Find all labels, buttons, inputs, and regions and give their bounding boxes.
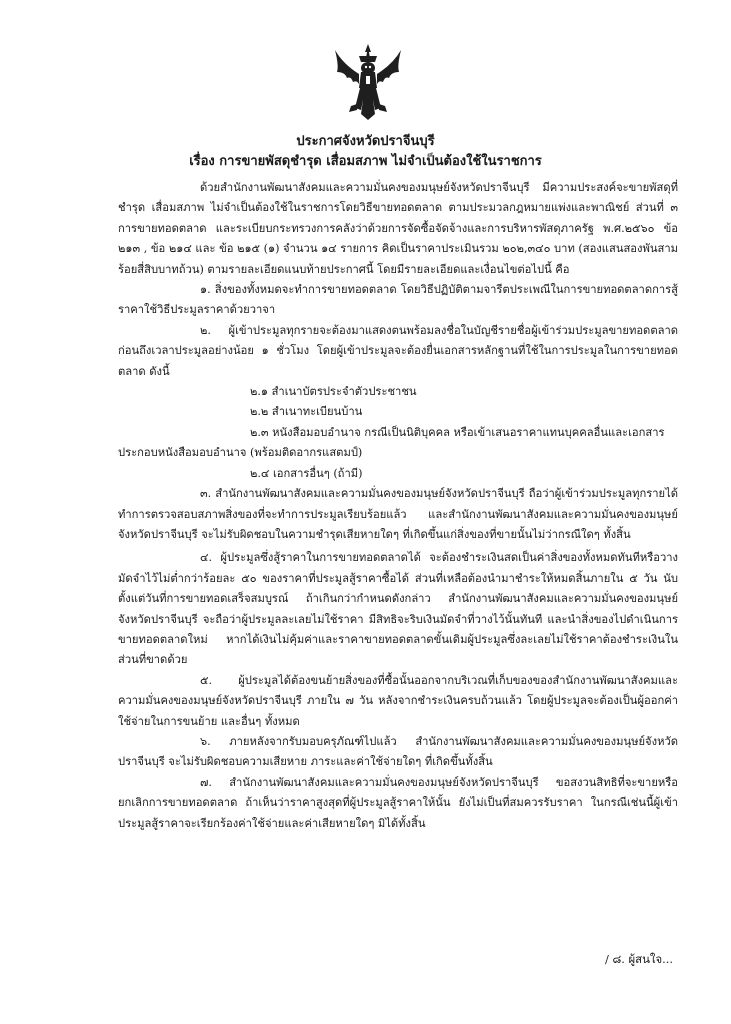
intro-paragraph: ด้วยสำนักงานพัฒนาสังคมและความมั่นคงของมนุษย์จังหวัดปราจีนบุรี มีความประสงค์จะขายพัสดุที่ชำรุด เสื่อมสภาพ ไม่จำเป็นต้องใช้ในราชการโดยวิธีขายทอดตลาด ตามประมวลกฎหมายแพ่งและพาณิชย์ ส่วนที่ ๓ การขายทอดตลาด และระเบียบกระทรวงการคลังว่าด้วยการจัดซื้อจัดจ้างและการบริหารพัสดุภาครัฐ พ.ศ.๒๕๖๐ ข้อ ๒๑๓ , ข้อ ๒๑๔ และ ข้อ ๒๑๕ (๑) จำนวน ๑๔ รายการ คิดเป็นราคาประเมินรวม ๒๐๒,๓๔๐ บาท (สองแสนสองพันสามร้อยสี่สิบบาทถ้วน) ตามรายละเอียดแนบท้ายประกาศนี้ โดยมีรายละเอียดและเงื่อนไขต่อไปนี้ คือ <box>118 181 678 276</box>
document-item-2-4: ๒.๔ เอกสารอื่นๆ (ถ้ามี) <box>250 466 363 480</box>
document-item-2-3: ๒.๓ หนังสือมอบอำนาจ กรณีเป็นนิติบุคคล หรือเข้าเสนอราคาแทนบุคคลอื่นและเอกสาร <box>250 425 665 439</box>
page-continuation: / ๘. ผู้สนใจ... <box>605 952 673 966</box>
condition-item-3: ๓. สำนักงานพัฒนาสังคมและความมั่นคงของมนุษย์จังหวัดปราจีนบุรี ถือว่าผู้เข้าร่วมประมูลทุกรายได้ทำการตรวจสอบสภาพสิ่งของที่จะทำการประมูลเรียบร้อยแล้ว และสำนักงานพัฒนาสังคมและความมั่นคงของมนุษย์จังหวัดปราจีนบุรี จะไม่รับผิดชอบในความชำรุดเสียหายใดๆ ที่เกิดขึ้นแก่สิ่งของที่ขายนั้นไม่ว่ากรณีใดๆ ทั้งสิ้น <box>118 487 678 541</box>
announcement-title: ประกาศจังหวัดปราจีนบุรี <box>296 134 435 149</box>
garuda-emblem-icon <box>333 42 403 122</box>
condition-item-5: ๕. ผู้ประมูลได้ต้องขนย้ายสิ่งของที่ซื้อนั้นออกจากบริเวณที่เก็บของของสำนักงานพัฒนาสังคมและความมั่นคงของมนุษย์จังหวัดปราจีนบุรี ภายใน ๗ วัน หลังจากชำระเงินครบถ้วนแล้ว โดยผู้ประมูลจะต้องเป็นผู้ออกค่าใช้จ่ายในการขนย้าย และอื่นๆ ทั้งหมด <box>118 673 678 728</box>
condition-item-7: ๗. สำนักงานพัฒนาสังคมและความมั่นคงของมนุษย์จังหวัดปราจีนบุรี ขอสงวนสิทธิที่จะขายหรือยกเลิกการขายทอดตลาด ถ้าเห็นว่าราคาสูงสุดที่ผู้ประมูลสู้ราคาให้นั้น ยังไม่เป็นที่สมควรรับราคา ในกรณีเช่นนี้ผู้เข้าประมูลสู้ราคาจะเรียกร้องค่าใช้จ่ายและค่าเสียหายใดๆ มิได้ทั้งสิ้น <box>118 775 678 830</box>
document-item-2-1: ๒.๑ สำเนาบัตรประจำตัวประชาชน <box>250 385 417 399</box>
condition-item-4: ๔. ผู้ประมูลซึ่งสู้ราคาในการขายทอดตลาดได้ จะต้องชำระเงินสดเป็นค่าสิ่งของทั้งหมดทันทีหรือวางมัดจำไว้ไม่ต่ำกว่าร้อยละ ๕๐ ของราคาที่ประมูลสู้ราคาซื้อได้ ส่วนที่เหลือต้องนำมาชำระให้หมดสิ้นภายใน ๕ วัน นับตั้งแต่วันที่การขายทอดเสร็จสมบูรณ์ ถ้าเกินกว่ากำหนดดังกล่าว สำนักงานพัฒนาสังคมและความมั่นคงของมนุษย์จังหวัดปราจีนบุรี จะถือว่าผู้ประมูลละเลยไม่ใช้ราคา มีสิทธิจะริบเงินมัดจำที่วางไว้นั้นทันที และนำสิ่งของไปดำเนินการขายทอดตลาดใหม่ หากได้เงินไม่คุ้มค่าและราคาขายทอดตลาดขั้นเดิมผู้ประมูลซึ่งละเลยไม่ใช้ราคาต้องชำระเงินในส่วนที่ขาดด้วย <box>118 551 678 667</box>
condition-item-6: ๖. ภายหลังจากรับมอบครุภัณฑ์ไปแล้ว สำนักงานพัฒนาสังคมและความมั่นคงของมนุษย์จังหวัดปราจีนบุรี จะไม่รับผิดชอบความเสียหาย ภาระและค่าใช้จ่ายใดๆ ที่เกิดขึ้นทั้งสิ้น <box>118 734 678 769</box>
condition-item-1: ๑. สิ่งของทั้งหมดจะทำการขายทอดตลาด โดยวิธีปฏิบัติตามจารีตประเพณีในการขายทอดตลาดการสู้ราคาใช้วิธีประมูลราคาด้วยวาจา <box>118 283 678 317</box>
announcement-subject: เรื่อง การขายพัสดุชำรุด เสื่อมสภาพ ไม่จำเป็นต้องใช้ในราชการ <box>189 154 542 169</box>
condition-item-2: ๒. ผู้เข้าประมูลทุกรายจะต้องมาแสดงตนพร้อมลงชื่อในบัญชีรายชื่อผู้เข้าร่วมประมูลขายทอดตลาดก่อนถึงเวลาประมูลอย่างน้อย ๑ ชั่วโมง โดยผู้เข้าประมูลจะต้องยื่นเอกสารหลักฐานที่ใช้ในการประมูลในการขายทอดตลาด ดังนี้ <box>118 323 678 378</box>
document-item-2-2: ๒.๒ สำเนาทะเบียนบ้าน <box>250 405 363 419</box>
announcement-body <box>118 178 678 834</box>
document-item-2-3-continued: ประกอบหนังสือมอบอำนาจ (พร้อมติดอากรแสตมป์) <box>118 446 363 460</box>
